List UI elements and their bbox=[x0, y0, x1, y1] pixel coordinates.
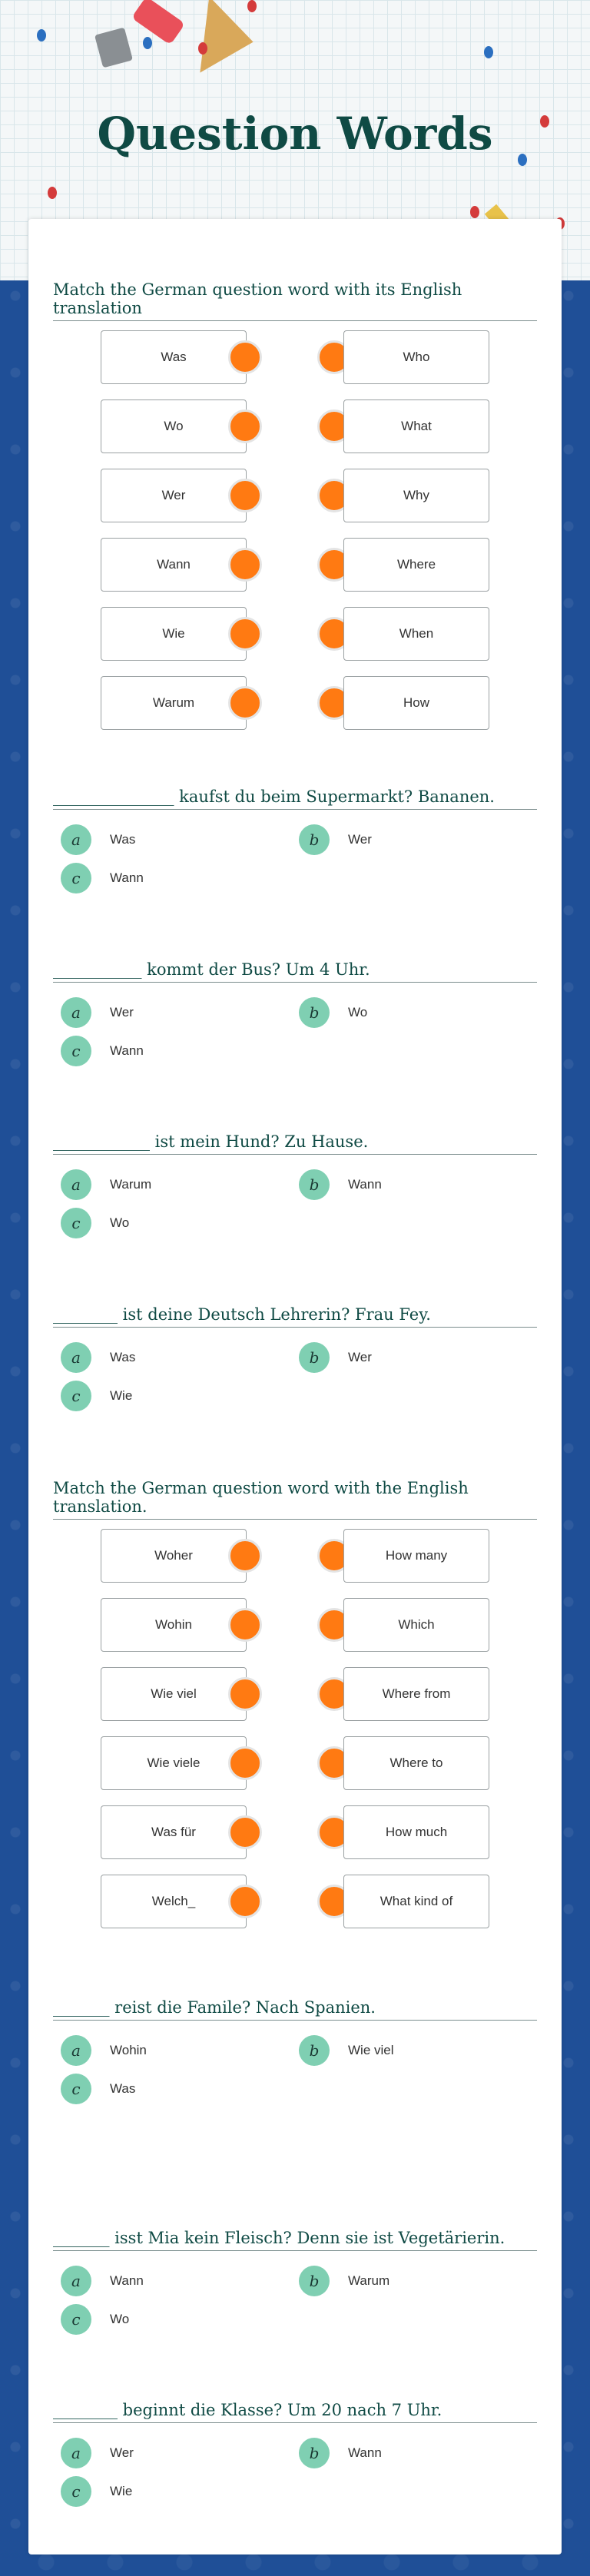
match-left-item[interactable]: Wo bbox=[101, 399, 247, 453]
match-right-item[interactable]: When bbox=[343, 607, 489, 661]
match-right-item[interactable]: Why bbox=[343, 469, 489, 522]
match-left-item[interactable]: Wer bbox=[101, 469, 247, 522]
match-left-item[interactable]: Was für bbox=[101, 1805, 247, 1859]
match-right-item[interactable]: Where bbox=[343, 538, 489, 592]
option-badge: c bbox=[61, 1036, 91, 1066]
option-badge: b bbox=[299, 824, 330, 855]
answer-option-c[interactable] bbox=[61, 1381, 132, 1411]
match-left-connector[interactable] bbox=[228, 617, 262, 651]
match-section-2 bbox=[53, 1479, 537, 1928]
match-left-item[interactable]: Warum bbox=[101, 676, 247, 730]
option-label: Wann bbox=[110, 1043, 144, 1058]
option-label: Wer bbox=[348, 1350, 372, 1364]
dot-icon bbox=[484, 46, 493, 58]
match-left-connector[interactable] bbox=[228, 1746, 262, 1780]
question-title: Match the German question word with its English translation bbox=[53, 280, 537, 321]
match-right-item[interactable]: What bbox=[343, 399, 489, 453]
answer-option-c[interactable] bbox=[61, 2074, 135, 2104]
question-title: _______________ kaufst du beim Supermarkt? Bananen. bbox=[53, 787, 537, 810]
answer-option-b[interactable] bbox=[299, 2438, 382, 2468]
answer-option-c[interactable] bbox=[61, 1208, 129, 1238]
match-grid bbox=[53, 330, 537, 730]
option-label: Wann bbox=[348, 2445, 382, 2460]
match-left-connector[interactable] bbox=[228, 1608, 262, 1642]
match-left-connector[interactable] bbox=[228, 479, 262, 512]
question-section-7 bbox=[53, 2401, 537, 2501]
option-badge: b bbox=[299, 2035, 330, 2066]
option-label: Wie viel bbox=[348, 2043, 394, 2057]
option-label: Wie bbox=[110, 1388, 133, 1403]
match-left-item[interactable]: Wann bbox=[101, 538, 247, 592]
dot-icon bbox=[247, 0, 257, 12]
option-label: Wann bbox=[110, 2273, 144, 2288]
match-section-1 bbox=[53, 280, 537, 730]
option-label: Wo bbox=[348, 1005, 368, 1019]
dot-icon bbox=[198, 42, 207, 55]
option-label: Wer bbox=[348, 832, 372, 847]
question-section-6 bbox=[53, 2229, 537, 2329]
option-label: Wo bbox=[110, 2312, 130, 2326]
answer-option-a[interactable] bbox=[61, 824, 135, 855]
worksheet-card bbox=[28, 219, 562, 2554]
option-badge: a bbox=[61, 2035, 91, 2066]
option-badge: a bbox=[61, 997, 91, 1028]
question-title: ________ ist deine Deutsch Lehrerin? Frau Fey. bbox=[53, 1305, 537, 1328]
dot-icon bbox=[470, 206, 479, 218]
option-badge: b bbox=[299, 2266, 330, 2296]
option-label: Was bbox=[110, 1350, 136, 1364]
option-label: Warum bbox=[348, 2273, 390, 2288]
match-left-item[interactable]: Wie viel bbox=[101, 1667, 247, 1721]
match-right-item[interactable]: Which bbox=[343, 1598, 489, 1652]
question-section-4 bbox=[53, 1305, 537, 1405]
question-title: _______ reist die Famile? Nach Spanien. bbox=[53, 1998, 537, 2021]
option-badge: a bbox=[61, 1169, 91, 1200]
option-label: Was bbox=[110, 2081, 136, 2096]
question-title: Match the German question word with the English translation. bbox=[53, 1479, 537, 1520]
match-left-item[interactable]: Was bbox=[101, 330, 247, 384]
option-badge: a bbox=[61, 2438, 91, 2468]
answer-option-b[interactable] bbox=[299, 2035, 394, 2066]
answer-option-a[interactable] bbox=[61, 1169, 151, 1200]
option-label: Wo bbox=[110, 1215, 130, 1230]
option-label: Wohin bbox=[110, 2043, 147, 2057]
answer-option-b[interactable] bbox=[299, 1169, 382, 1200]
match-right-item[interactable]: How much bbox=[343, 1805, 489, 1859]
dot-icon bbox=[143, 37, 152, 49]
match-right-item[interactable]: How many bbox=[343, 1529, 489, 1583]
answer-option-c[interactable] bbox=[61, 863, 144, 893]
match-left-connector[interactable] bbox=[228, 340, 262, 374]
match-left-connector[interactable] bbox=[228, 548, 262, 582]
option-badge: c bbox=[61, 863, 91, 893]
question-title: ________ beginnt die Klasse? Um 20 nach 7 Uhr. bbox=[53, 2401, 537, 2423]
answer-option-a[interactable] bbox=[61, 2266, 144, 2296]
match-right-item[interactable]: Where from bbox=[343, 1667, 489, 1721]
match-left-item[interactable]: Welch_ bbox=[101, 1875, 247, 1928]
option-label: Wer bbox=[110, 2445, 134, 2460]
option-badge: b bbox=[299, 2438, 330, 2468]
option-badge: a bbox=[61, 2266, 91, 2296]
answer-option-b[interactable] bbox=[299, 997, 367, 1028]
option-label: Wer bbox=[110, 1005, 134, 1019]
match-right-item[interactable]: Who bbox=[343, 330, 489, 384]
option-label: Warum bbox=[110, 1177, 152, 1192]
option-label: Wann bbox=[348, 1177, 382, 1192]
question-section-1 bbox=[53, 787, 537, 887]
match-left-connector[interactable] bbox=[228, 1539, 262, 1573]
question-title: ____________ ist mein Hund? Zu Hause. bbox=[53, 1132, 537, 1155]
answer-option-b[interactable] bbox=[299, 2266, 389, 2296]
question-title: ___________ kommt der Bus? Um 4 Uhr. bbox=[53, 960, 537, 983]
question-section-3 bbox=[53, 1132, 537, 1232]
option-label: Wann bbox=[110, 870, 144, 885]
answer-option-c[interactable] bbox=[61, 1036, 144, 1066]
option-badge: b bbox=[299, 997, 330, 1028]
dot-icon bbox=[37, 29, 46, 41]
question-title: _______ isst Mia kein Fleisch? Denn sie ist Vegetärierin. bbox=[53, 2229, 537, 2251]
match-right-item[interactable]: What kind of bbox=[343, 1875, 489, 1928]
option-label: Wie bbox=[110, 2484, 133, 2498]
match-left-item[interactable]: Wie viele bbox=[101, 1736, 247, 1790]
option-label: Was bbox=[110, 832, 136, 847]
answer-option-a[interactable] bbox=[61, 1342, 135, 1373]
option-badge: c bbox=[61, 1381, 91, 1411]
match-right-item[interactable]: How bbox=[343, 676, 489, 730]
match-left-connector[interactable] bbox=[228, 1885, 262, 1918]
option-badge: b bbox=[299, 1169, 330, 1200]
match-left-connector[interactable] bbox=[228, 1815, 262, 1849]
question-section-5 bbox=[53, 1998, 537, 2098]
answer-option-b[interactable] bbox=[299, 824, 372, 855]
option-badge: a bbox=[61, 1342, 91, 1373]
option-badge: c bbox=[61, 2074, 91, 2104]
answer-option-c[interactable] bbox=[61, 2304, 129, 2335]
match-left-connector[interactable] bbox=[228, 686, 262, 720]
answer-option-a[interactable] bbox=[61, 2438, 134, 2468]
dot-icon bbox=[48, 187, 57, 199]
match-left-connector[interactable] bbox=[228, 1677, 262, 1711]
option-badge: c bbox=[61, 2304, 91, 2335]
match-left-connector[interactable] bbox=[228, 409, 262, 443]
match-grid bbox=[53, 1529, 537, 1928]
page-title: Question Words bbox=[97, 108, 493, 160]
option-badge: c bbox=[61, 1208, 91, 1238]
match-left-item[interactable]: Woher bbox=[101, 1529, 247, 1583]
match-left-item[interactable]: Wohin bbox=[101, 1598, 247, 1652]
option-badge: b bbox=[299, 1342, 330, 1373]
match-left-item[interactable]: Wie bbox=[101, 607, 247, 661]
option-badge: a bbox=[61, 824, 91, 855]
answer-option-a[interactable] bbox=[61, 2035, 147, 2066]
answer-option-b[interactable] bbox=[299, 1342, 372, 1373]
answer-option-a[interactable] bbox=[61, 997, 134, 1028]
answer-option-c[interactable] bbox=[61, 2476, 132, 2507]
match-right-item[interactable]: Where to bbox=[343, 1736, 489, 1790]
question-section-2 bbox=[53, 960, 537, 1060]
option-badge: c bbox=[61, 2476, 91, 2507]
